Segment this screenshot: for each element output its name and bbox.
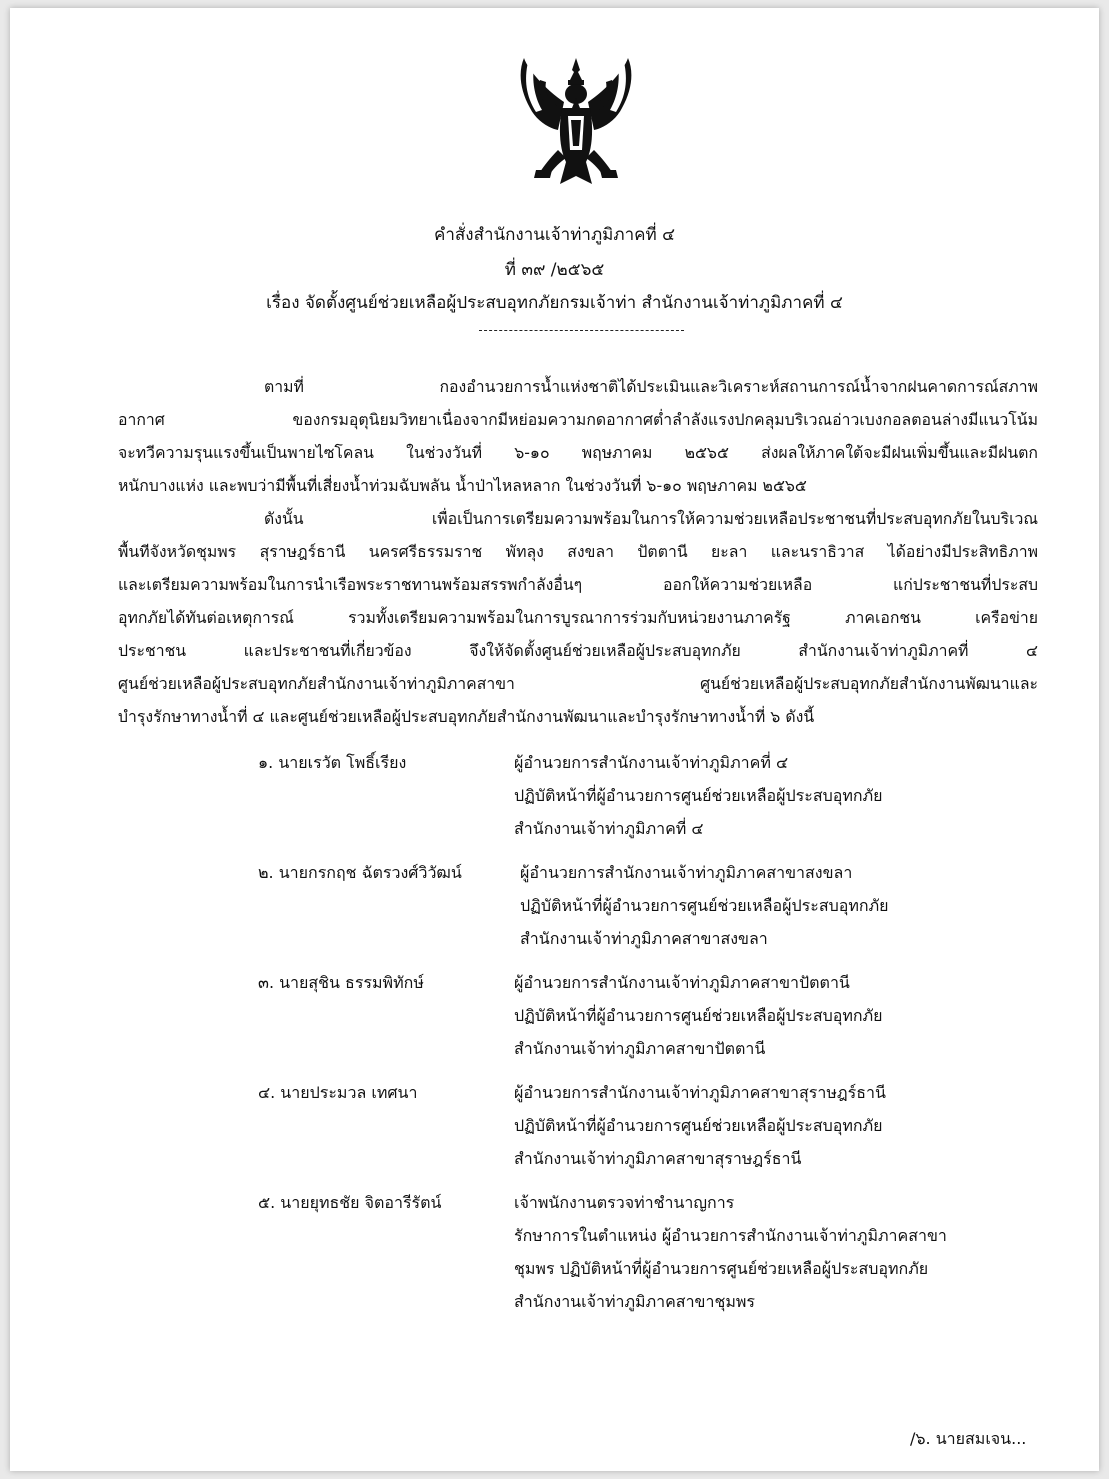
paragraph-2 (118, 502, 1038, 733)
role-line: สำนักงานเจ้าท่าภูมิภาคสาขาชุมพร (514, 1292, 756, 1311)
role-line: รักษาการในตำแหน่ง ผู้อำนวยการสำนักงานเจ้าท่าภูมิภาคสาขา (514, 1226, 947, 1245)
continuation-note: /๖. นายสมเจน... (910, 1429, 1027, 1448)
paragraph-line: อากาศ ของกรมอุตุนิยมวิทยาเนื่องจากมีหย่อมความกดอากาศต่ำลำลังแรงปกคลุมบริเวณอ่าวเบงกอลตอนล่างมีแนวโน้ม (118, 410, 1038, 429)
paragraph-line: จะทวีความรุนแรงขึ้นเป็นพายไซโคลน ในช่วงวันที่ ๖-๑๐ พฤษภาคม ๒๕๖๕ ส่งผลให้ภาคใต้จะมีฝนเพิ่มขึ้นและมีฝนตก (118, 443, 1038, 462)
role-line: ผู้อำนวยการสำนักงานเจ้าท่าภูมิภาคสาขาสงขลา (520, 863, 853, 882)
paragraph-line: ตามที่ กองอำนวยการน้ำแห่งชาติได้ประเมินและวิเคราะห์สถานการณ์น้ำจากฝนคาดการณ์สภาพ (264, 377, 1038, 396)
person-roles (514, 1076, 886, 1175)
paragraph-line: พื้นทีจังหวัดชุมพร สุราษฎร์ธานี นครศรีธรรมราช พัทลุง สงขลา ปัตตานี ยะลา และนราธิวาส ได้อย่างมีประสิทธิภาพ (118, 542, 1038, 561)
role-line: เจ้าพนักงานตรวจท่าชำนาญการ (514, 1193, 735, 1212)
role-line: สำนักงานเจ้าท่าภูมิภาคสาขาสงขลา (520, 929, 768, 948)
order-number: ที่ ๓๙ /๒๕๖๕ (504, 260, 605, 280)
document-page (10, 8, 1099, 1471)
person-name: ๔. นายประมวล เทศนา (258, 1083, 418, 1102)
role-line: สำนักงานเจ้าท่าภูมิภาคสาขาปัตตานี (514, 1039, 766, 1058)
paragraph-line: บำรุงรักษาทางน้ำที่ ๔ และศูนย์ช่วยเหลือผู้ประสบอุทกภัยสำนักงานพัฒนาและบำรุงรักษาทางน้ำที่ ๖ ดังนี้ (118, 707, 815, 726)
paragraph-line: ดังนั้น เพื่อเป็นการเตรียมความพร้อมในการให้ความช่วยเหลือประชาชนที่ประสบอุทกภัยในบริเวณ (264, 509, 1038, 528)
role-line: ผู้อำนวยการสำนักงานเจ้าท่าภูมิภาคสาขาปัตตานี (514, 973, 850, 992)
paragraph-1 (118, 370, 1038, 502)
garuda-emblem-icon (506, 50, 646, 190)
paragraph-line: และเตรียมความพร้อมในการนำเรือพระราชทานพร้อมสรรพกำลังอื่นๆ ออกให้ความช่วยเหลือ แก่ประชาชนที่ประสบ (118, 575, 1038, 594)
paragraph-line: ศูนย์ช่วยเหลือผู้ประสบอุทกภัยสำนักงานเจ้าท่าภูมิภาคสาขา ศูนย์ช่วยเหลือผู้ประสบอุทกภัยสำนักงานพัฒนาและ (118, 674, 1038, 693)
paragraph-line: ประชาชน และประชาชนที่เกี่ยวข้อง จึงให้จัดตั้งศูนย์ช่วยเหลือผู้ประสบอุทกภัย สำนักงานเจ้าท่าภูมิภาคที่ ๔ (118, 641, 1038, 660)
person-roles (514, 966, 883, 1065)
divider-line (479, 330, 684, 331)
role-line: สำนักงานเจ้าท่าภูมิภาคที่ ๔ (514, 819, 704, 838)
paragraph-line: อุทกภัยได้ทันต่อเหตุการณ์ รวมทั้งเตรียมความพร้อมในการบูรณาการร่วมกับหน่วยงานภาครัฐ ภาคเอกชน เครือข่าย (118, 608, 1038, 627)
person-roles (514, 1186, 947, 1318)
person-name: ๒. นายกรกฤช ฉัตรวงศ์วิวัฒน์ (258, 863, 462, 882)
role-line: ปฏิบัติหน้าที่ผู้อำนวยการศูนย์ช่วยเหลือผู้ประสบอุทกภัย (514, 1116, 883, 1135)
role-line: ปฏิบัติหน้าที่ผู้อำนวยการศูนย์ช่วยเหลือผู้ประสบอุทกภัย (514, 1006, 883, 1025)
person-entry (258, 1076, 1048, 1186)
person-roles (514, 746, 883, 845)
person-roles (520, 856, 889, 955)
person-entry (258, 966, 1048, 1076)
role-line: ผู้อำนวยการสำนักงานเจ้าท่าภูมิภาคสาขาสุราษฎร์ธานี (514, 1083, 886, 1102)
person-name: ๑. นายเรวัต โพธิ์เรียง (258, 753, 407, 772)
person-entry (258, 856, 1048, 966)
person-entry (258, 1186, 1048, 1326)
role-line: ผู้อำนวยการสำนักงานเจ้าท่าภูมิภาคที่ ๔ (514, 753, 789, 772)
person-entry (258, 746, 1048, 856)
personnel-list (258, 746, 1048, 1326)
person-name: ๓. นายสุชิน ธรรมพิทักษ์ (258, 973, 424, 992)
role-line: สำนักงานเจ้าท่าภูมิภาคสาขาสุราษฎร์ธานี (514, 1149, 802, 1168)
paragraph-line: หนักบางแห่ง และพบว่ามีพื้นที่เสี่ยงน้ำท่วมฉับพลัน น้ำป่าไหลหลาก ในช่วงวันที่ ๖-๑๐ พฤษภาคม ๒๕๖๕ (118, 476, 807, 495)
person-name: ๕. นายยุทธชัย จิตอารีรัตน์ (258, 1193, 442, 1212)
order-subject: เรื่อง จัดตั้งศูนย์ช่วยเหลือผู้ประสบอุทกภัยกรมเจ้าท่า สำนักงานเจ้าท่าภูมิภาคที่ ๔ (266, 293, 843, 313)
role-line: ชุมพร ปฏิบัติหน้าที่ผู้อำนวยการศูนย์ช่วยเหลือผู้ประสบอุทกภัย (514, 1259, 929, 1278)
order-title: คำสั่งสำนักงานเจ้าท่าภูมิภาคที่ ๔ (434, 225, 675, 245)
role-line: ปฏิบัติหน้าที่ผู้อำนวยการศูนย์ช่วยเหลือผู้ประสบอุทกภัย (520, 896, 889, 915)
role-line: ปฏิบัติหน้าที่ผู้อำนวยการศูนย์ช่วยเหลือผู้ประสบอุทกภัย (514, 786, 883, 805)
